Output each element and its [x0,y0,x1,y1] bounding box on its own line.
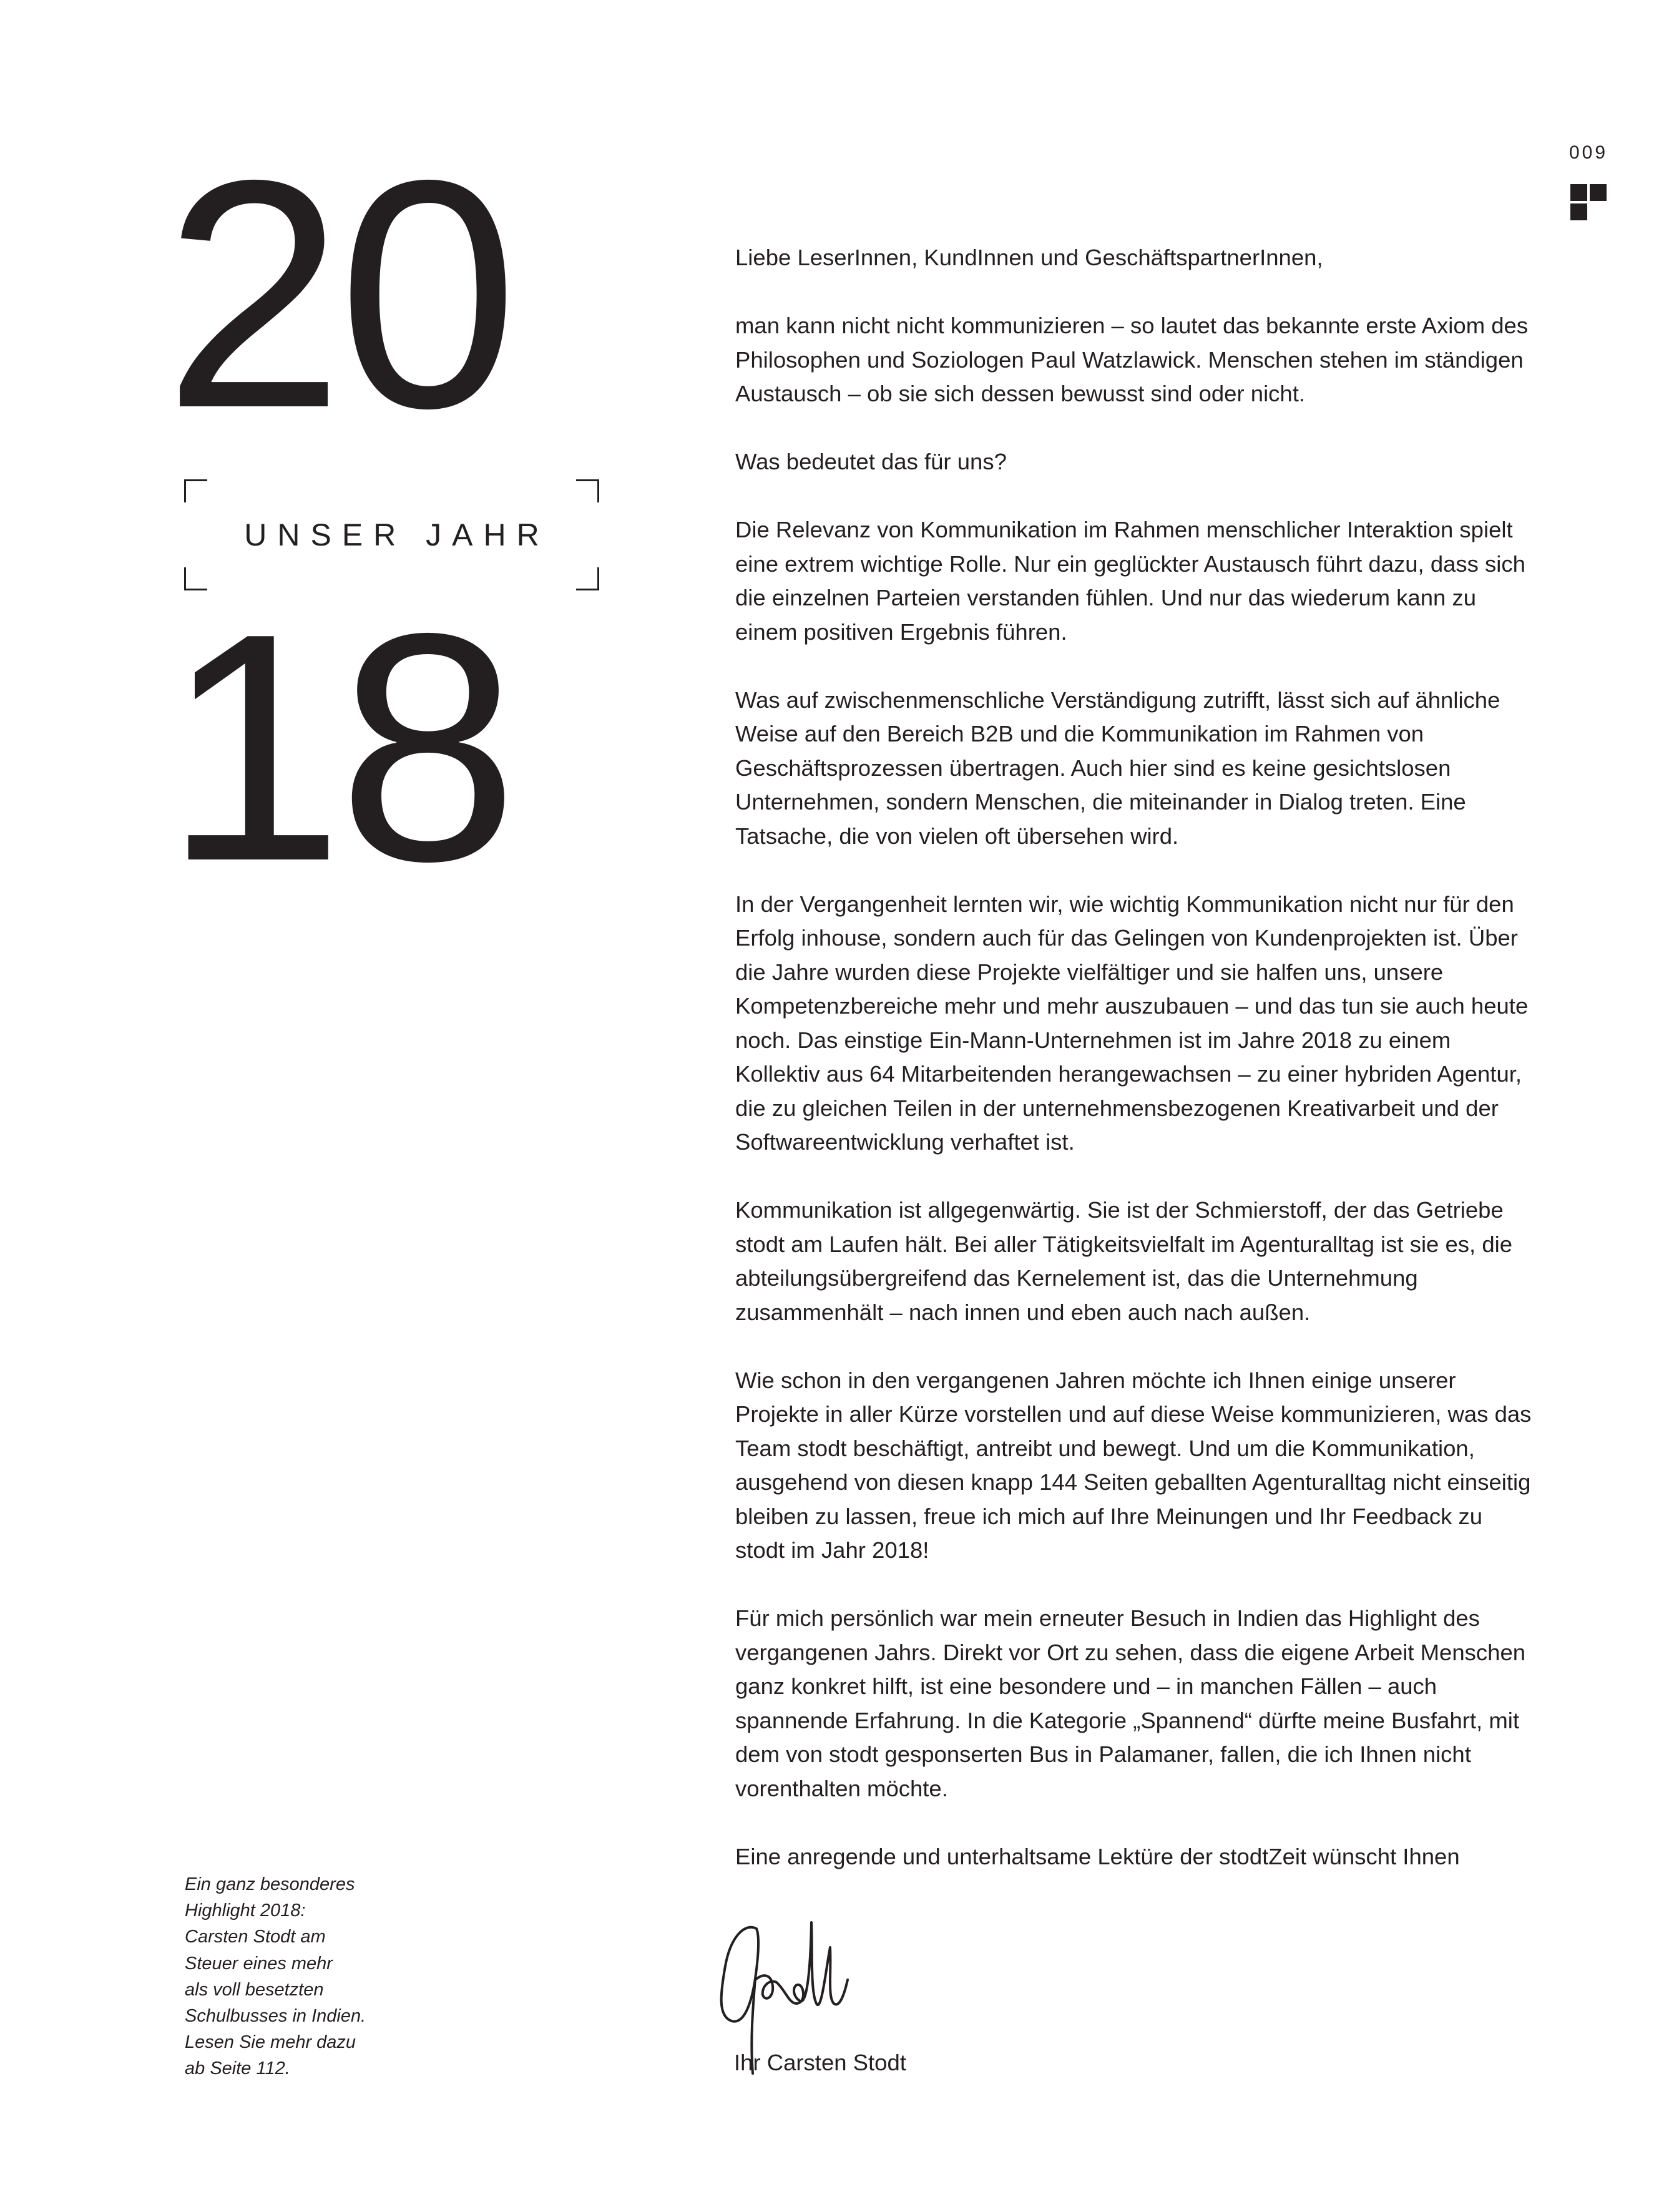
letter-body [735,241,1534,1874]
year-heading-bottom: 18 [164,566,512,929]
year-heading-top: 20 [164,113,512,476]
letter-paragraph: Was auf zwischenmenschliche Verständigung zutrifft, lässt sich auf ähnliche Weise auf den Bereich B2B und die Kommunikation im Rahmen von Geschäftsprozessen übertragen. Auch hier sind es keine gesichtslosen Unternehmen, sondern Menschen, die miteinander in Dialog treten. Eine Tatsache, die von vielen oft übersehen wird. [735,687,1500,849]
letter-paragraph: Kommunikation ist allgegenwärtig. Sie ist der Schmierstoff, der das Getriebe stodt am Laufen hält. Bei aller Tätigkeitsvielfalt im Agenturalltag ist sie es, die abteilungsübergreifend das Kernelement ist, das die Unternehmung zusammenhält – nach innen und eben auch nach außen. [735,1197,1513,1325]
caption-line: Lesen Sie mehr dazu [185,2032,356,2053]
caption-line: Steuer eines mehr [185,1953,333,1974]
caption-line: als voll besetzten [185,1979,324,2000]
caption-line: Ein ganz besonderes [185,1874,355,1894]
caption-line: Highlight 2018: [185,1901,306,1921]
frame-corner-top-right [576,479,599,502]
stodt-logo-icon [1570,184,1609,223]
letter-paragraph: man kann nicht nicht kommunizieren – so lautet das bekannte erste Axiom des Philosophen und Soziologen Paul Watzlawick. Menschen stehen im ständigen Austausch – ob sie sich dessen bewusst sind oder nicht. [735,313,1529,406]
letter-paragraph: Die Relevanz von Kommunikation im Rahmen menschlicher Interaktion spielt eine extrem wichtige Rolle. Nur ein geglückter Austausch führt dazu, dass sich die einzelnen Parteien verstanden fühlen. Und nur das wiederum kann zu einem positiven Ergebnis führen. [735,517,1525,645]
frame-corner-top-left [184,479,207,502]
year-label: UNSER JAHR [244,517,550,552]
frame-corner-bottom-right [576,567,599,590]
letter-paragraph: Für mich persönlich war mein erneuter Besuch in Indien das Highlight des vergangenen Jahrs. Direkt vor Ort zu sehen, dass die eigene Arbeit Menschen ganz konkret hilft, ist eine besondere und – in manchen Fällen – auch spannende Erfahrung. In die Kategorie „Spannend“ dürfte meine Busfahrt, mit dem von stodt gesponserten Bus in Palamaner, fallen, die ich Ihnen nicht vorenthalten möchte. [735,1605,1526,1801]
caption-line: Carsten Stodt am [185,1927,326,1947]
photo-caption [185,1871,391,2082]
letter-salutation: Liebe LeserInnen, KundInnen und GeschäftspartnerInnen, [735,245,1323,270]
letter-closing: Eine anregende und unterhaltsame Lektüre der stodtZeit wünscht Ihnen [735,1843,1460,1869]
letter-paragraph: Was bedeutet das für uns? [735,449,1007,474]
letter-paragraph: In der Vergangenheit lernten wir, wie wichtig Kommunikation nicht nur für den Erfolg inhouse, sondern auch für das Gelingen von Kundenprojekten ist. Über die Jahre wurden diese Projekte vielfältiger und sie halfen uns, unsere Kompetenzbereiche mehr und mehr auszubauen – und das tun sie auch heute noch. Das einstige Ein-Mann-Unternehmen ist im Jahre 2018 zu einem Kollektiv aus 64 Mitarbeitenden herangewachsen – zu einer hybriden Agentur, die zu gleichen Teilen in der unternehmensbezogenen Kreativarbeit und der Softwareentwicklung verhaftet ist. [735,891,1529,1155]
caption-line: Schulbusses in Indien. [185,2006,366,2027]
page-number: 009 [1569,142,1608,163]
signoff-name: Ihr Carsten Stodt [734,2050,906,2075]
letter-paragraph: Wie schon in den vergangenen Jahren möchte ich Ihnen einige unserer Projekte in aller Kürze vorstellen und auf diese Weise kommunizieren, was das Team stodt beschäftigt, antreibt und bewegt. Und um die Kommunikation, ausgehend von diesen knapp 144 Seiten geballten Agenturalltag nicht einseitig bleiben zu lassen, freue ich mich auf Ihre Meinungen und Ihr Feedback zu stodt im Jahr 2018! [735,1367,1532,1563]
caption-line: ab Seite 112. [185,2058,290,2079]
